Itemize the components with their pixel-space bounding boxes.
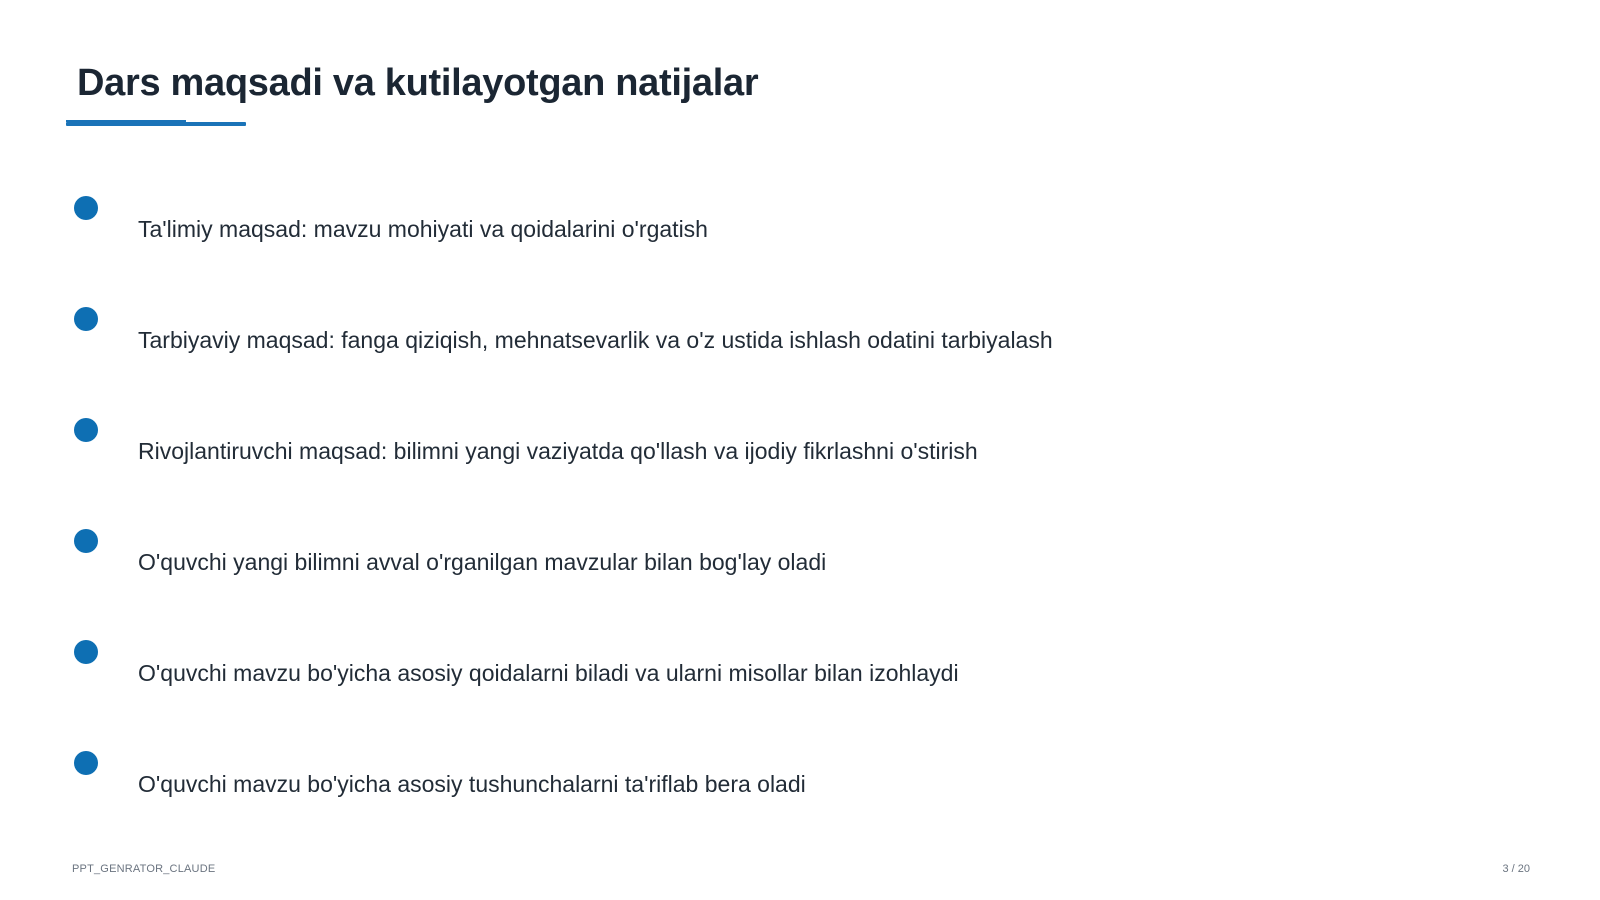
list-item-text: Ta'limiy maqsad: mavzu mohiyati va qoidalarini o'rgatish — [138, 216, 708, 242]
list-item — [0, 529, 1600, 609]
bullet-dot-icon — [74, 307, 98, 331]
list-item — [0, 307, 1600, 387]
list-item-text: Rivojlantiruvchi maqsad: bilimni yangi vaziyatda qo'llash va ijodiy fikrlashni o'stirish — [138, 438, 978, 464]
list-item-text: Tarbiyaviy maqsad: fanga qiziqish, mehnatsevarlik va o'z ustida ishlash odatini tarbiyalash — [138, 327, 1053, 353]
list-item — [0, 640, 1600, 720]
list-item — [0, 418, 1600, 498]
list-item-text: O'quvchi mavzu bo'yicha asosiy qoidalarni biladi va ularni misollar bilan izohlaydi — [138, 660, 959, 686]
bullet-dot-icon — [74, 418, 98, 442]
list-item — [0, 751, 1600, 831]
slide-title: Dars maqsadi va kutilayotgan natijalar — [77, 62, 759, 104]
list-item-text: O'quvchi mavzu bo'yicha asosiy tushunchalarni ta'riflab bera oladi — [138, 771, 806, 797]
page-indicator: 3 / 20 — [1502, 863, 1530, 875]
bullet-dot-icon — [74, 196, 98, 220]
bullet-dot-icon — [74, 529, 98, 553]
list-item-text: O'quvchi yangi bilimni avval o'rganilgan mavzular bilan bog'lay oladi — [138, 549, 827, 575]
bullet-dot-icon — [74, 640, 98, 664]
list-item — [0, 196, 1600, 276]
bullet-dot-icon — [74, 751, 98, 775]
footer-source: PPT_GENRATOR_CLAUDE — [72, 863, 216, 875]
